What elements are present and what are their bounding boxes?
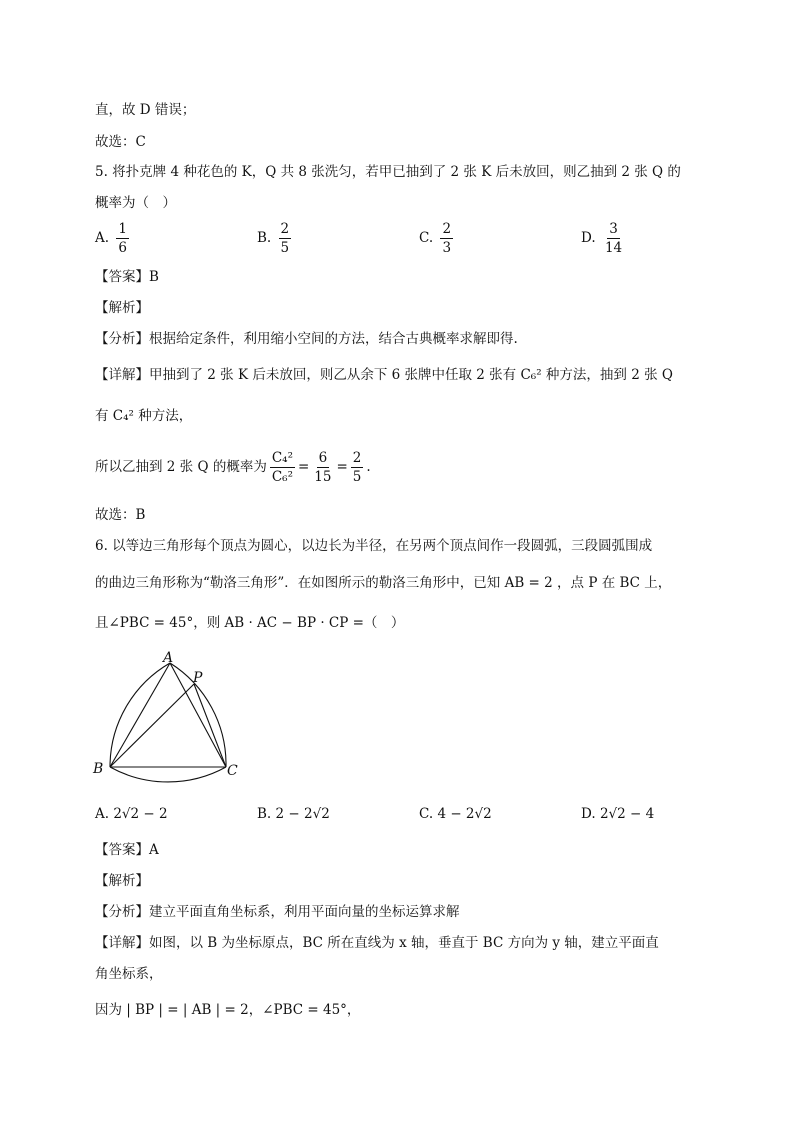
question-6-line-1: 6. 以等边三角形每个顶点为圆心，以边长为半径，在另两个顶点间作一段圆弧，三段圆弧围成: [95, 538, 653, 554]
detail-line-1: 【详解】如图，以 B 为坐标原点，BC 所在直线为 x 轴，垂直于 BC 方向为 y 轴，建立平面直: [95, 935, 659, 951]
fraction: $\frac{6}{15}$: [314, 450, 332, 486]
detail-line-2: 有 C₄² 种方法，: [95, 408, 193, 424]
detail-line-1: 【详解】甲抽到了 2 张 K 后未放回，则乙从余下 6 张牌中任取 2 张有 C₆² 种方法，抽到 2 张 Q: [95, 367, 673, 383]
option-a: A. 2√2 − 2: [95, 806, 168, 822]
answer-choice-line: 故选：B: [95, 507, 146, 523]
answer-label: 【答案】A: [95, 842, 159, 858]
option-c: C. $\frac{2}{3}$: [419, 221, 452, 257]
detail-line-2: 角坐标系，: [95, 966, 163, 982]
segment-ab: [110, 663, 170, 767]
label-a: A: [163, 650, 174, 666]
answer-label: 【答案】B: [95, 269, 159, 285]
analysis-label: 【解析】: [95, 873, 149, 889]
answer-choice-line: 故选：C: [95, 134, 146, 150]
analysis-text: 【分析】根据给定条件，利用缩小空间的方法，结合古典概率求解即得.: [95, 331, 518, 347]
question-5-line-1: 5. 将扑克牌 4 种花色的 K，Q 共 8 张洗匀，若甲已抽到了 2 张 K 后未放回，则乙抽到 2 张 Q 的: [95, 164, 681, 180]
probability-formula: 所以乙抽到 2 张 Q 的概率为 $\frac{\text{C₄²}}{\text{C₆²}}$ = $\frac{6}{15}$ = $\frac{2}{5}$ .: [95, 450, 371, 486]
text-line: 直，故 D 错误；: [95, 102, 196, 118]
analysis-text: 【分析】建立平面直角坐标系，利用平面向量的坐标运算求解: [95, 904, 460, 920]
label-p: P: [193, 670, 203, 686]
fraction: $\frac{2}{5}$: [280, 221, 290, 257]
fraction: $\frac{1}{6}$: [118, 221, 127, 257]
option-c: C. 4 − 2√2: [419, 806, 492, 822]
question-6-line-2: 的曲边三角形称为“勒洛三角形”．在如图所示的勒洛三角形中，已知 AB = 2 ，点 P 在 BC 上，: [95, 575, 672, 591]
detail-line-3: 因为 | BP | = | AB | = 2，∠PBC = 45°，: [95, 1002, 361, 1018]
fraction: $\frac{\text{C₄²}}{\text{C₆²}}$: [271, 450, 293, 486]
segment-cp: [194, 684, 226, 767]
option-d: D. 2√2 − 4: [581, 806, 655, 822]
fraction: $\frac{3}{14}$: [604, 221, 623, 257]
label-c: C: [227, 763, 238, 779]
reuleaux-triangle-figure: [90, 650, 250, 785]
label-b: B: [93, 761, 104, 777]
arc-bc: [110, 767, 226, 782]
question-5-line-2: 概率为（ ）: [95, 195, 176, 211]
option-b: B. 2 − 2√2: [257, 806, 330, 822]
fraction: $\frac{2}{3}$: [442, 221, 452, 257]
analysis-label: 【解析】: [95, 300, 149, 316]
fraction: $\frac{2}{5}$: [352, 450, 362, 486]
option-b: B. $\frac{2}{5}$: [257, 221, 290, 257]
option-d: D. $\frac{3}{14}$: [581, 221, 623, 257]
segment-bp: [110, 684, 194, 767]
option-a: A. $\frac{1}{6}$: [95, 221, 127, 257]
question-6-line-3: 且∠PBC = 45°，则 AB · AC − BP · CP =（ ）: [95, 615, 405, 631]
